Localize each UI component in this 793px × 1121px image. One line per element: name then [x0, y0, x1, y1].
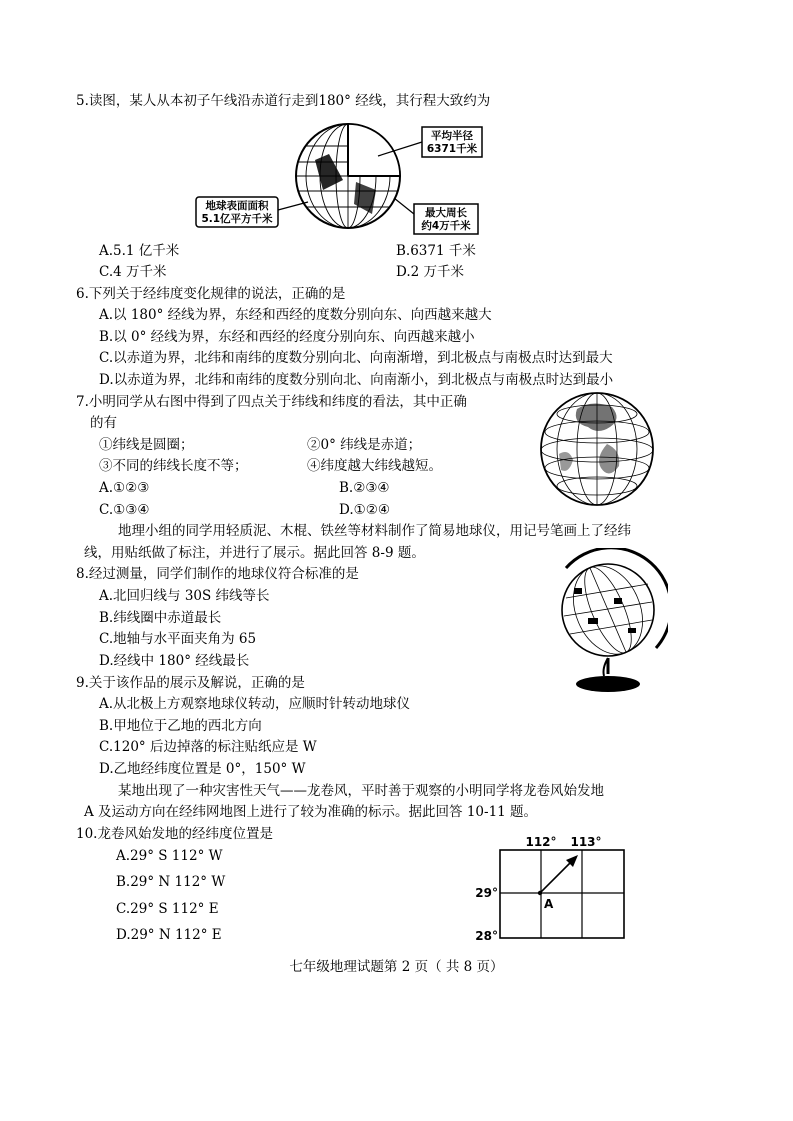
q7-option-d: D.①②④ [339, 502, 390, 518]
q9-option-c: C.120° 后边掉落的标注贴纸应是 W [99, 739, 317, 755]
q9-stem: 9.关于该作品的展示及解说，正确的是 [76, 675, 305, 691]
q7-statement-4: ④纬度越大纬线越短。 [307, 458, 442, 474]
intro-10-11-line-2: A 及运动方向在经纬网地图上进行了较为准确的标示。据此回答 10-11 题。 [84, 804, 538, 820]
page-footer: 七年级地理试题第 2 页（ 共 8 页） [289, 959, 504, 975]
perimeter-label-2: 约4万千米 [421, 220, 471, 232]
grid-lon-label-112: 112° [525, 835, 557, 849]
grid-lat-label-29: 29° [475, 886, 498, 900]
q8-globe-model-figure [548, 548, 668, 696]
radius-label-2: 6371千米 [426, 143, 478, 155]
q8-option-c: C.地轴与水平面夹角为 65 [99, 631, 257, 647]
q7-stem-2: 的有 [90, 415, 117, 431]
q10-option-b: B.29° N 112° W [116, 874, 226, 890]
grid-point-a-label: A [544, 897, 554, 911]
area-label-1: 地球表面面积 [205, 200, 269, 212]
globe-model-diagram [548, 548, 668, 696]
q6-option-b: B.以 0° 经线为界，东经和西经的经度分别向东、向西越来越小 [99, 329, 475, 345]
q8-option-b: B.纬线圈中赤道最长 [99, 610, 222, 626]
q5-option-c: C.4 万千米 [99, 264, 167, 280]
q5-option-d: D.2 万千米 [396, 264, 465, 280]
q10-option-a: A.29° S 112° W [116, 848, 223, 864]
q5-option-b: B.6371 千米 [396, 243, 476, 259]
grid-lat-label-28: 28° [475, 929, 498, 943]
q6-option-a: A.以 180° 经线为界，东经和西经的度数分别向东、向西越来越大 [99, 307, 492, 323]
q7-stem-1: 7.小明同学从右图中得到了四点关于纬线和纬度的看法，其中正确 [76, 394, 467, 410]
q7-statement-2: ②0° 纬线是赤道； [307, 437, 422, 453]
lat-lon-grid [474, 832, 634, 944]
q10-lat-lon-grid-figure [474, 832, 634, 944]
q6-option-d: D.以赤道为界，北纬和南纬的度数分别向北、向南渐小，到北极点与南极点时达到最小 [99, 372, 614, 388]
q7-option-b: B.②③④ [339, 480, 390, 496]
perimeter-label-1: 最大周长 [425, 207, 467, 219]
q5-option-a: A.5.1 亿千米 [99, 243, 180, 259]
q8-option-a: A.北回归线与 30S 纬线等长 [99, 588, 270, 604]
q7-globe-figure [537, 384, 657, 514]
q9-option-d: D.乙地经纬度位置是 0°，150° W [99, 761, 306, 777]
q7-statement-1: ①纬线是圆圈； [99, 437, 194, 453]
q8-option-d: D.经线中 180° 经线最长 [99, 653, 250, 669]
q10-option-d: D.29° N 112° E [116, 927, 222, 943]
q6-option-c: C.以赤道为界，北纬和南纬的度数分别向北、向南渐增，到北极点与南极点时达到最大 [99, 350, 613, 366]
q9-option-b: B.甲地位于乙地的西北方向 [99, 718, 262, 734]
q7-statement-3: ③不同的纬线长度不等； [99, 458, 248, 474]
q7-option-a: A.①②③ [99, 480, 150, 496]
q10-option-c: C.29° S 112° E [116, 901, 219, 917]
q10-stem: 10.龙卷风始发地的经纬度位置是 [76, 826, 273, 842]
earth-sphere-diagram [188, 110, 508, 245]
q7-option-c: C.①③④ [99, 502, 150, 518]
q9-option-a: A.从北极上方观察地球仪转动，应顺时针转动地球仪 [99, 696, 411, 712]
intro-8-9-line-2: 线，用贴纸做了标注，并进行了展示。据此回答 8-9 题。 [84, 545, 425, 561]
latitude-globe-diagram [537, 384, 657, 514]
area-label-2: 5.1亿平方千米 [201, 213, 273, 225]
grid-lon-label-113: 113° [570, 835, 602, 849]
intro-8-9-line-1: 地理小组的同学用轻质泥、木棍、铁丝等材料制作了简易地球仪，用记号笔画上了经纬 [118, 523, 631, 539]
q5-stem: 5.读图，某人从本初子午线沿赤道行走到180° 经线，其行程大致约为 [76, 93, 491, 109]
q8-stem: 8.经过测量，同学们制作的地球仪符合标准的是 [76, 566, 359, 582]
intro-10-11-line-1: 某地出现了一种灾害性天气——龙卷风，平时善于观察的小明同学将龙卷风始发地 [118, 783, 604, 799]
q5-earth-figure [188, 110, 508, 245]
radius-label-1: 平均半径 [431, 130, 473, 142]
q6-stem: 6.下列关于经纬度变化规律的说法，正确的是 [76, 286, 346, 302]
